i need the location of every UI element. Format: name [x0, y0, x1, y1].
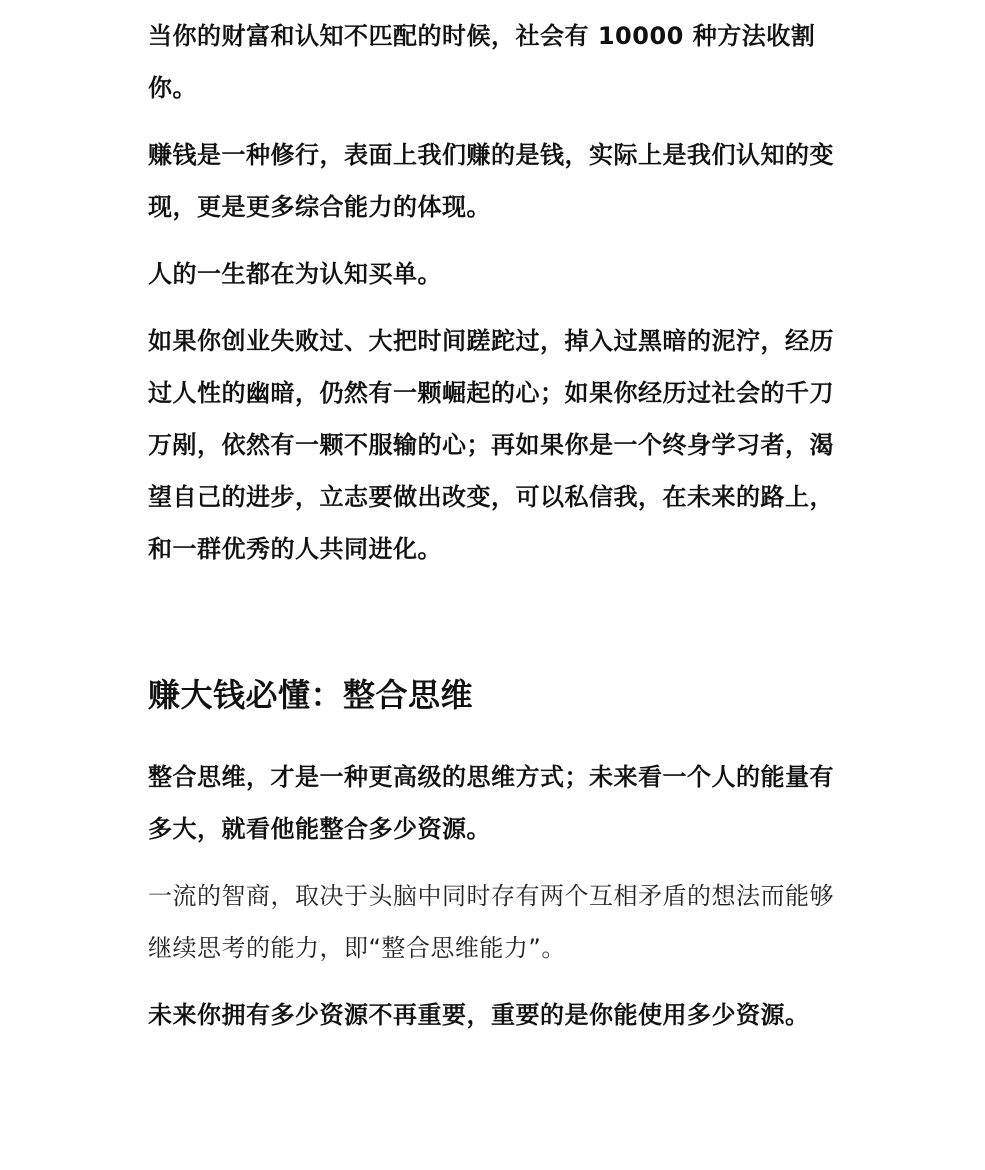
paragraph-use-resources: 未来你拥有多少资源不再重要，重要的是你能使用多少资源。: [148, 1001, 810, 1029]
paragraph-money-practice: 赚钱是一种修行，表面上我们赚的是钱，实际上是我们认知的变现，更是更多综合能力的体现。: [148, 141, 834, 221]
paragraph-wealth-cognition: 当你的财富和认知不匹配的时候，社会有 10000 种方法收割你。: [148, 22, 816, 102]
paragraph-first-class-intellect: 一流的智商，取决于头脑中同时存有两个互相矛盾的想法而能够继续思考的能力，即“整合思维能力”。: [148, 882, 834, 962]
paragraph-integration-thinking: 整合思维，才是一种更高级的思维方式；未来看一个人的能量有多大，就看他能整合多少资源。: [148, 763, 834, 843]
paragraph-private-message: 如果你创业失败过、大把时间蹉跎过，掉入过黑暗的泥泞，经历过人性的幽暗，仍然有一颗崛起的心；如果你经历过社会的千刀万剐，依然有一颗不服输的心；再如果你是一个终身学习者，渴望自己的进步，立志要做出改变，可以私信我，在未来的路上，和一群优秀的人共同进化。: [148, 327, 834, 563]
paragraph-pay-for-cognition: 人的一生都在为认知买单。: [148, 260, 442, 288]
section-heading: 赚大钱必懂：整合思维: [148, 676, 474, 714]
section-spacer: [148, 590, 848, 669]
article-body: [148, 10, 848, 1056]
